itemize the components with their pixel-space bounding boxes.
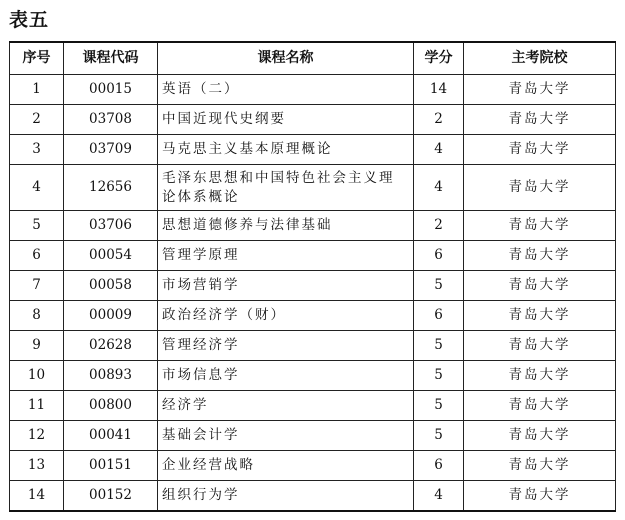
cell-credit: 2	[414, 105, 464, 135]
cell-seq: 13	[10, 451, 64, 481]
cell-course-name: 经济学	[158, 391, 414, 421]
cell-school: 青岛大学	[464, 211, 616, 241]
cell-credit: 5	[414, 391, 464, 421]
cell-school: 青岛大学	[464, 105, 616, 135]
cell-code: 00058	[64, 271, 158, 301]
cell-code: 00151	[64, 451, 158, 481]
cell-course-name: 市场营销学	[158, 271, 414, 301]
cell-credit: 2	[414, 211, 464, 241]
cell-seq: 5	[10, 211, 64, 241]
header-code: 课程代码	[64, 42, 158, 75]
cell-seq: 4	[10, 165, 64, 211]
cell-course-name: 管理经济学	[158, 331, 414, 361]
table-row	[10, 75, 616, 105]
table-row	[10, 391, 616, 421]
table-row	[10, 481, 616, 512]
cell-seq: 9	[10, 331, 64, 361]
cell-credit: 5	[414, 421, 464, 451]
table-row	[10, 451, 616, 481]
cell-credit: 4	[414, 135, 464, 165]
cell-seq: 1	[10, 75, 64, 105]
cell-code: 00041	[64, 421, 158, 451]
cell-course-name: 思想道德修养与法律基础	[158, 211, 414, 241]
cell-code: 02628	[64, 331, 158, 361]
cell-course-name: 基础会计学	[158, 421, 414, 451]
cell-seq: 7	[10, 271, 64, 301]
cell-school: 青岛大学	[464, 421, 616, 451]
cell-course-name: 管理学原理	[158, 241, 414, 271]
cell-school: 青岛大学	[464, 241, 616, 271]
table-row	[10, 361, 616, 391]
cell-school: 青岛大学	[464, 301, 616, 331]
cell-credit: 6	[414, 301, 464, 331]
cell-school: 青岛大学	[464, 361, 616, 391]
cell-seq: 10	[10, 361, 64, 391]
cell-course-name: 中国近现代史纲要	[158, 105, 414, 135]
cell-school: 青岛大学	[464, 75, 616, 105]
cell-code: 03709	[64, 135, 158, 165]
cell-code: 00800	[64, 391, 158, 421]
table-row	[10, 241, 616, 271]
cell-school: 青岛大学	[464, 451, 616, 481]
cell-school: 青岛大学	[464, 481, 616, 512]
cell-seq: 2	[10, 105, 64, 135]
cell-code: 00152	[64, 481, 158, 512]
cell-code: 03706	[64, 211, 158, 241]
header-credit: 学分	[414, 42, 464, 75]
cell-code: 00054	[64, 241, 158, 271]
table-row	[10, 301, 616, 331]
cell-seq: 6	[10, 241, 64, 271]
table-row	[10, 135, 616, 165]
table-title: 表五	[9, 9, 50, 31]
header-seq: 序号	[10, 42, 64, 75]
table-row	[10, 331, 616, 361]
cell-course-name: 企业经营战略	[158, 451, 414, 481]
cell-code: 00009	[64, 301, 158, 331]
cell-school: 青岛大学	[464, 271, 616, 301]
cell-code: 03708	[64, 105, 158, 135]
cell-credit: 14	[414, 75, 464, 105]
cell-course-name: 政治经济学（财）	[158, 301, 414, 331]
cell-code: 00015	[64, 75, 158, 105]
cell-seq: 11	[10, 391, 64, 421]
table-body	[10, 75, 616, 512]
cell-credit: 5	[414, 271, 464, 301]
header-row	[10, 42, 616, 75]
cell-school: 青岛大学	[464, 135, 616, 165]
cell-credit: 6	[414, 451, 464, 481]
table-row	[10, 105, 616, 135]
table-row	[10, 271, 616, 301]
table-row	[10, 165, 616, 211]
cell-course-name: 组织行为学	[158, 481, 414, 512]
cell-seq: 3	[10, 135, 64, 165]
cell-code: 00893	[64, 361, 158, 391]
cell-course-name: 毛泽东思想和中国特色社会主义理论体系概论	[158, 165, 414, 211]
course-table	[9, 41, 616, 512]
table-row	[10, 211, 616, 241]
table-row	[10, 421, 616, 451]
cell-credit: 6	[414, 241, 464, 271]
cell-school: 青岛大学	[464, 331, 616, 361]
cell-credit: 5	[414, 331, 464, 361]
cell-course-name: 英语（二）	[158, 75, 414, 105]
cell-code: 12656	[64, 165, 158, 211]
header-school: 主考院校	[464, 42, 616, 75]
cell-credit: 4	[414, 481, 464, 512]
cell-seq: 8	[10, 301, 64, 331]
header-name: 课程名称	[158, 42, 414, 75]
cell-course-name: 马克思主义基本原理概论	[158, 135, 414, 165]
cell-credit: 4	[414, 165, 464, 211]
cell-school: 青岛大学	[464, 165, 616, 211]
cell-credit: 5	[414, 361, 464, 391]
cell-seq: 14	[10, 481, 64, 512]
cell-seq: 12	[10, 421, 64, 451]
cell-school: 青岛大学	[464, 391, 616, 421]
cell-course-name: 市场信息学	[158, 361, 414, 391]
